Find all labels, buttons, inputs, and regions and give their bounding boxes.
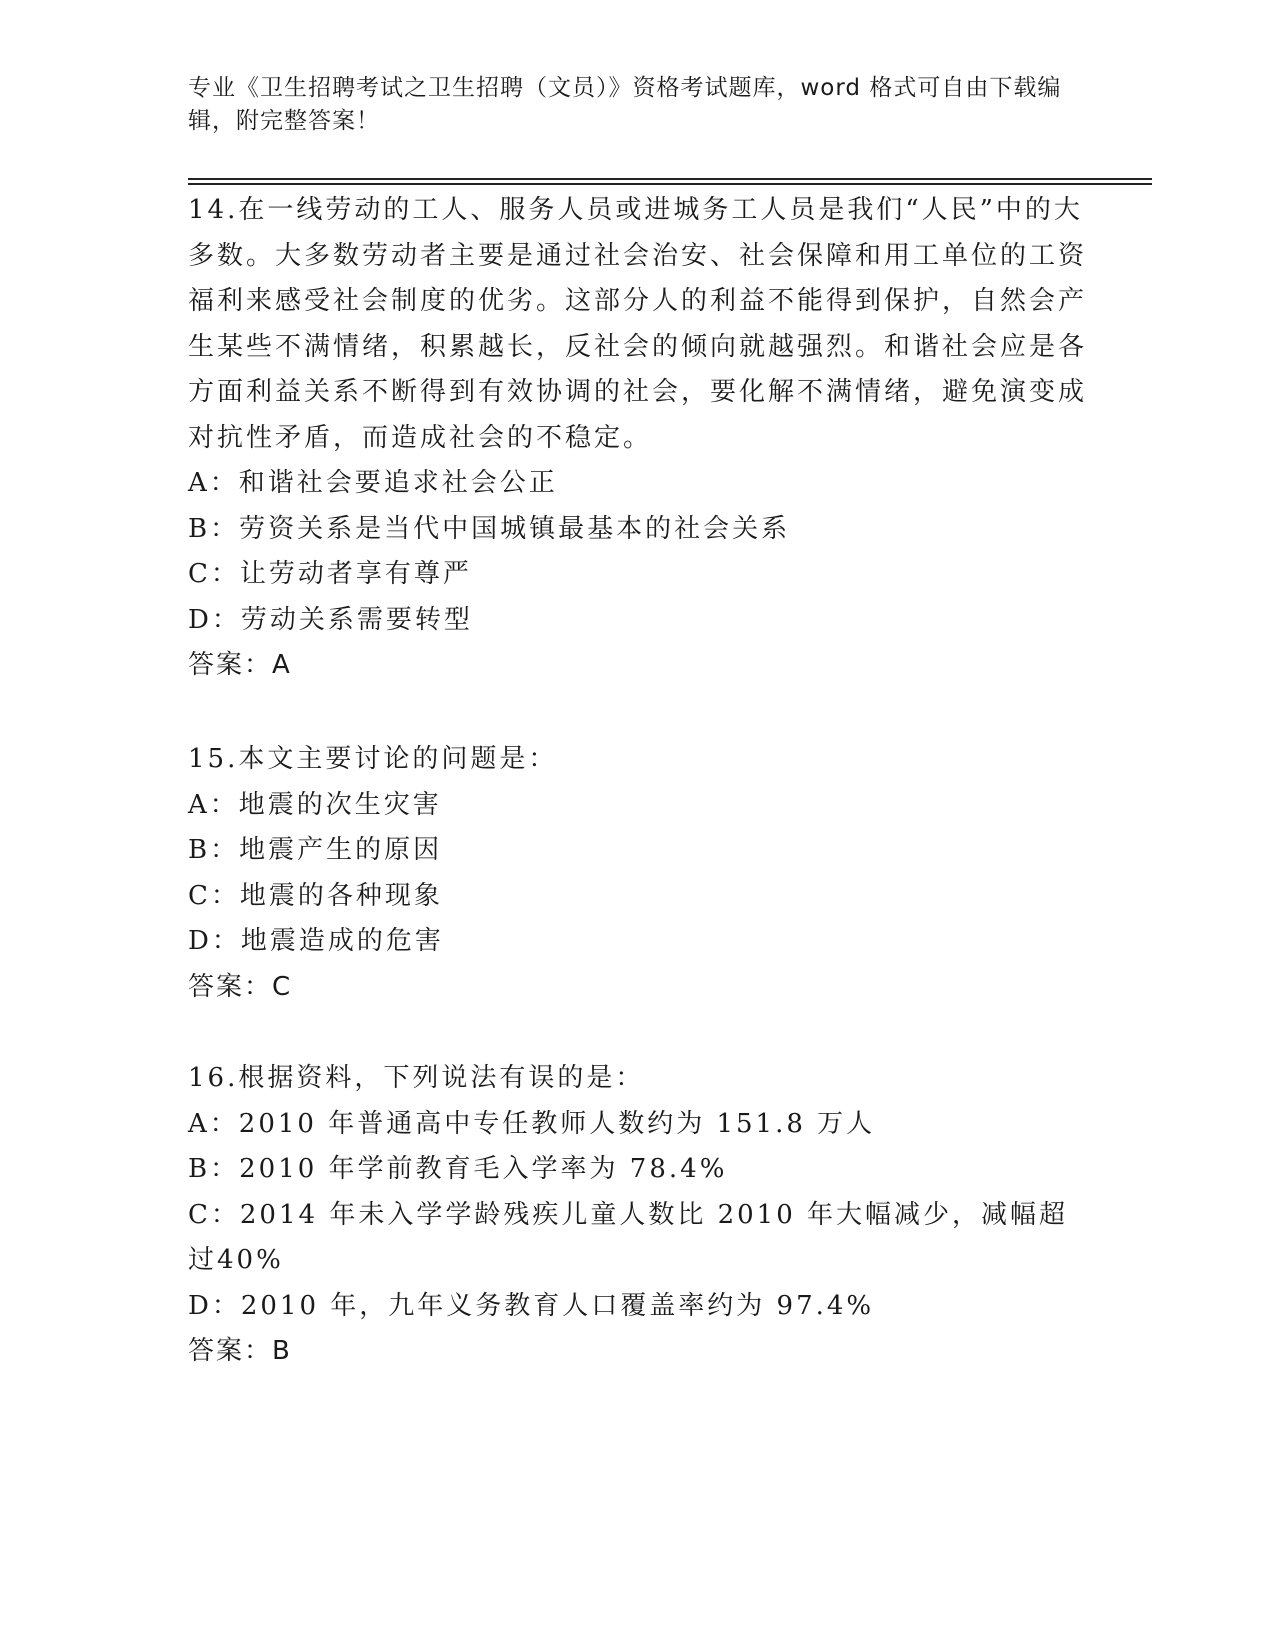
option-b: B：2010 年学前教育毛入学率为 78.4% bbox=[188, 1154, 728, 1184]
question-text: 16.根据资料，下列说法有误的是： bbox=[188, 1063, 645, 1093]
question-15 bbox=[188, 737, 1088, 1010]
answer: 答案：A bbox=[188, 650, 292, 680]
option-c: C：地震的各种现象 bbox=[188, 880, 443, 911]
option-d: D：地震造成的危害 bbox=[188, 926, 444, 956]
header-divider-bottom bbox=[188, 183, 1152, 185]
option-b: B：劳资关系是当代中国城镇最基本的社会关系 bbox=[188, 513, 791, 544]
option-a: A：2010 年普通高中专任教师人数约为 151.8 万人 bbox=[188, 1108, 876, 1139]
option-c: C：让劳动者享有尊严 bbox=[188, 559, 472, 589]
option-a: A：地震的次生灾害 bbox=[188, 789, 442, 820]
question-text: 15.本文主要讨论的问题是： bbox=[188, 744, 558, 774]
option-a: A：和谐社会要追求社会公正 bbox=[188, 468, 558, 498]
question-14 bbox=[188, 188, 1088, 689]
question-text: 14.在一线劳动的工人、服务人员或进城务工人员是我们“人民”中的大多数。大多数劳动者主要是通过社会治安、社会保障和用工单位的工资福利来感受社会制度的优劣。这部分人的利益不能得到保护，自然会产生某些不满情绪，积累越长，反社会的倾向就越强烈。和谐社会应是各方面利益关系不断得到有效协调的社会，要化解不满情绪，避免演变成对抗性矛盾，而造成社会的不稳定。 bbox=[188, 195, 1088, 453]
header-divider-top bbox=[188, 178, 1152, 180]
answer: 答案：B bbox=[188, 1336, 292, 1366]
option-d: D：2010 年，九年义务教育人口覆盖率约为 97.4% bbox=[188, 1290, 875, 1321]
option-c: C：2014 年未入学学龄残疾儿童人数比 2010 年大幅减少，减幅超过40% bbox=[188, 1199, 1069, 1275]
answer: 答案：C bbox=[188, 971, 293, 1002]
question-16 bbox=[188, 1056, 1088, 1375]
option-d: D：劳动关系需要转型 bbox=[188, 604, 473, 635]
option-b: B：地震产生的原因 bbox=[188, 835, 443, 865]
document-header: 专业《卫生招聘考试之卫生招聘（文员）》资格考试题库，word 格式可自由下载编辑，附完整答案！ bbox=[188, 75, 1062, 134]
